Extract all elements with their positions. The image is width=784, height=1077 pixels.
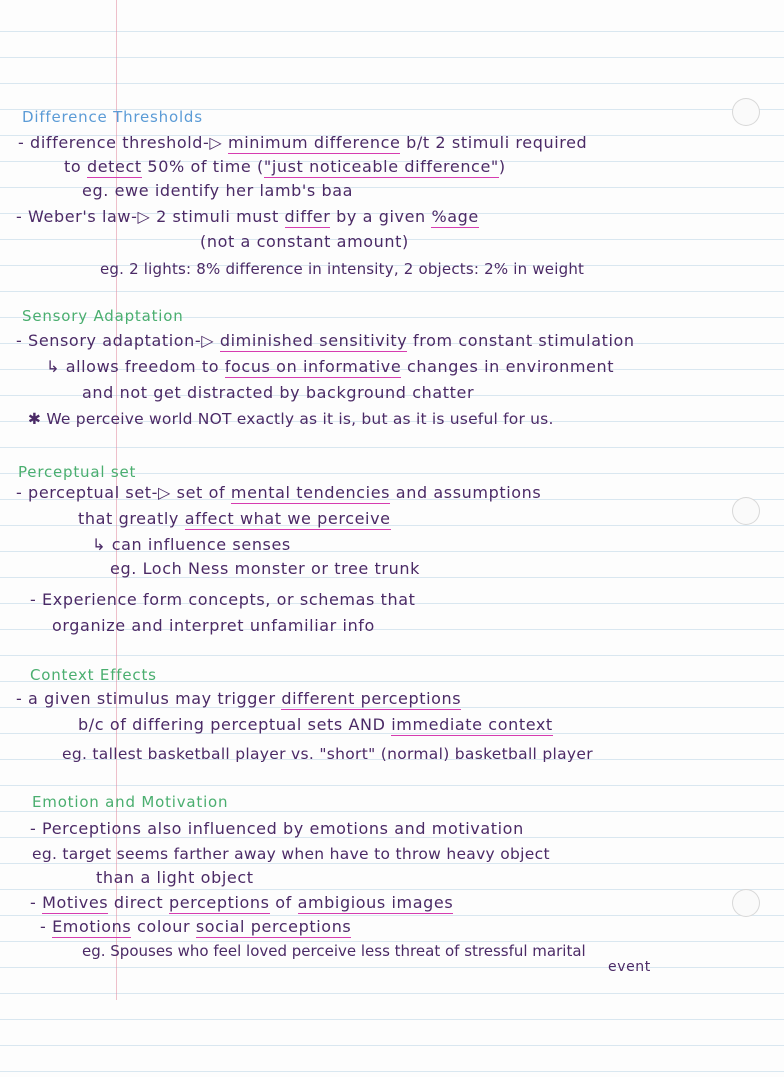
note-line: - Motives direct perceptions of ambigious images	[30, 893, 454, 912]
note-line: ✱ We perceive world NOT exactly as it is, but as it is useful for us.	[28, 410, 554, 428]
binder-hole	[732, 98, 760, 126]
note-line: - Weber's law-▷ 2 stimuli must differ by a given %age	[16, 207, 479, 226]
note-line: - difference threshold-▷ minimum difference b/t 2 stimuli required	[18, 133, 588, 152]
binder-hole	[732, 497, 760, 525]
note-line: eg. tallest basketball player vs. "short" (normal) basketball player	[62, 745, 593, 763]
note-line: - Emotions colour social perceptions	[40, 917, 352, 936]
note-line: than a light object	[96, 868, 254, 887]
note-line: - Perceptions also influenced by emotions and motivation	[30, 819, 524, 838]
section-heading-emotion-and-motivation: Emotion and Motivation	[32, 793, 229, 811]
section-heading-difference-thresholds: Difference Thresholds	[22, 108, 203, 126]
section-heading-context-effects: Context Effects	[30, 666, 157, 684]
note-line: that greatly affect what we perceive	[78, 509, 391, 528]
note-line: - perceptual set-▷ set of mental tendencies and assumptions	[16, 483, 542, 502]
note-line: eg. 2 lights: 8% difference in intensity, 2 objects: 2% in weight	[100, 260, 585, 278]
note-line: and not get distracted by background chatter	[82, 383, 475, 402]
note-line: ↳ allows freedom to focus on informative changes in environment	[46, 357, 615, 376]
note-line: to detect 50% of time ("just noticeable difference")	[64, 157, 506, 176]
note-line: organize and interpret unfamiliar info	[52, 616, 375, 635]
note-line: (not a constant amount)	[200, 232, 409, 251]
note-line: - Sensory adaptation-▷ diminished sensitivity from constant stimulation	[16, 331, 635, 350]
note-line: eg. Loch Ness monster or tree trunk	[110, 559, 420, 578]
section-heading-perceptual-set: Perceptual set	[18, 463, 137, 481]
note-line: - a given stimulus may trigger different perceptions	[16, 689, 462, 708]
note-line: - Experience form concepts, or schemas that	[30, 590, 416, 609]
binder-hole	[732, 889, 760, 917]
note-line: event	[608, 959, 651, 975]
note-line: eg. target seems farther away when have to throw heavy object	[32, 845, 550, 863]
note-line: ↳ can influence senses	[92, 535, 291, 554]
section-heading-sensory-adaptation: Sensory Adaptation	[22, 307, 184, 325]
note-line: eg. Spouses who feel loved perceive less threat of stressful marital	[82, 942, 586, 960]
note-line: eg. ewe identify her lamb's baa	[82, 181, 354, 200]
note-line: b/c of differing perceptual sets AND immediate context	[78, 715, 553, 734]
